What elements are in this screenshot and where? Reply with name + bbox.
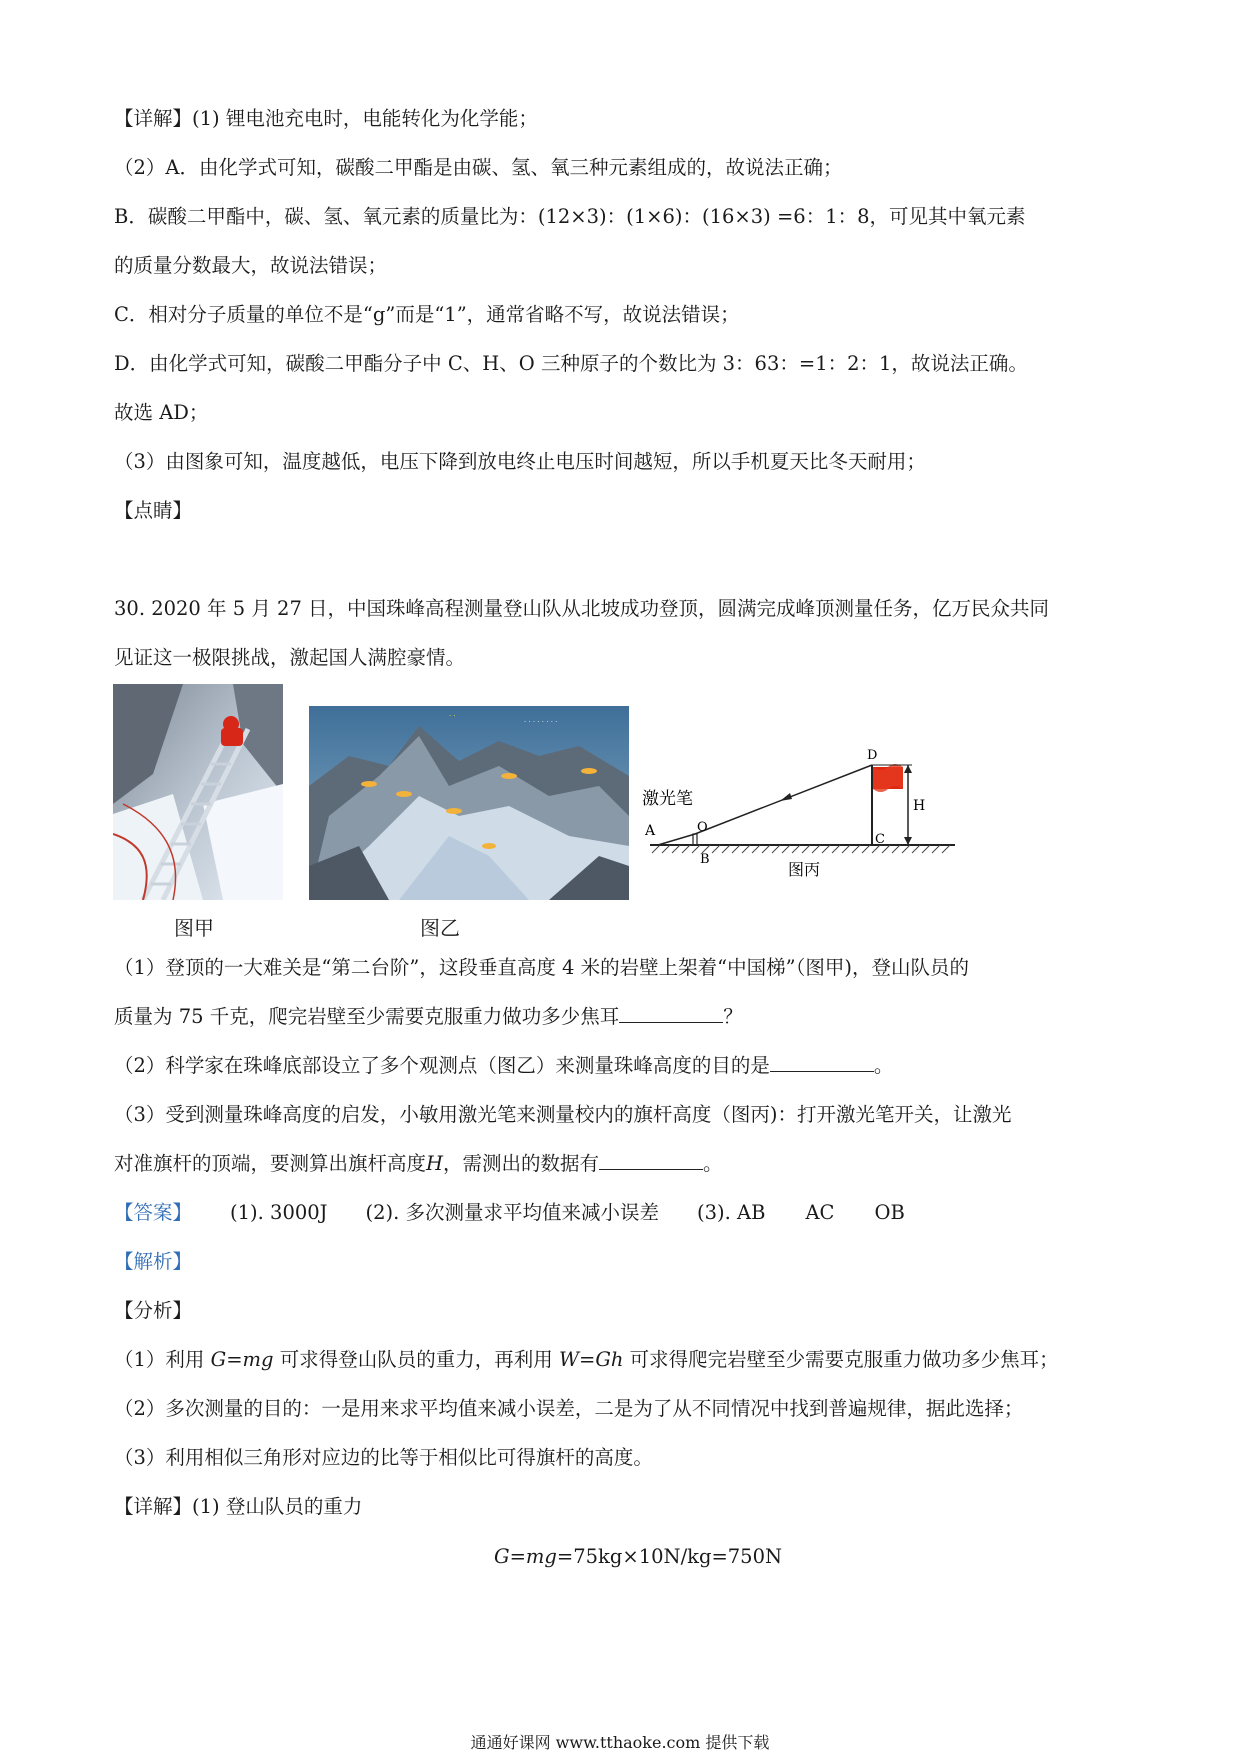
answer-3-ac: AC [805,1201,835,1224]
formula-gravity: G=mg [210,1348,274,1371]
svg-text:· · · · · · · ·: · · · · · · · · [524,718,558,726]
subquestion-2 [114,1053,893,1079]
ground-hatching [652,845,950,853]
subquestion-1-line-2 [114,1004,743,1030]
figure-yi-caption: 图乙 [420,916,460,940]
breakdown-line-2: （2）多次测量的目的：一是用来求平均值来减小误差，二是为了从不同情况中找到普遍规律，据此选择； [114,1397,1024,1420]
answer-choice: 故选 AD； [114,401,209,424]
label-H: H [913,798,926,814]
formula-result: =75kg×10N/kg=750N [556,1545,783,1568]
formula-mg: mg [525,1545,557,1568]
answer-line-c: C．相对分子质量的单位不是“g”而是“1”，通常省略不写，故说法错误； [114,303,740,326]
figure-jia-caption: 图甲 [174,916,214,940]
label-O: O [697,820,708,835]
page-footer: 通通好课网 www.tthaoke.com 提供下载 [470,1733,770,1752]
subquestion-1-text: 质量为 75 千克，爬完岩壁至少需要克服重力做功多少焦耳 [114,1005,620,1028]
subquestion-2-text: （2）科学家在珠峰底部设立了多个观测点（图乙）来测量珠峰高度的目的是 [114,1054,770,1077]
subquestion-3-line-1: （3）受到测量珠峰高度的启发，小敏用激光笔来测量校内的旗杆高度（图丙)：打开激光笔开关，让激光 [114,1103,1012,1126]
subquestion-3-line-2 [114,1151,723,1177]
laser-pen-label: 激光笔 [642,789,693,809]
formula-weight [494,1544,782,1570]
detail-heading-line: 【详解】(1) 锂电池充电时，电能转化为化学能； [114,107,538,130]
breakdown-1-post: 可求得爬完岩壁至少需要克服重力做功多少焦耳； [629,1348,1059,1371]
formula-eq: = [509,1545,526,1568]
answer-3: (3). AB [697,1201,766,1224]
question-30-line-2: 见证这一极限挑战，激起国人满腔豪情。 [114,646,466,669]
formula-g-symbol: G [494,1545,510,1568]
height-symbol: H [426,1152,444,1175]
label-A: A [645,823,656,839]
label-C: C [875,832,885,847]
breakdown-1-mid: 可求得登山队员的重力，再利用 [279,1348,553,1371]
breakdown-line-1 [114,1347,1059,1373]
answer-blank-3[interactable] [599,1151,703,1170]
subquestion-3-end: 。 [703,1152,723,1175]
detail-line-1: 【详解】(1) 登山队员的重力 [114,1495,363,1518]
answer-label: 【答案】 [114,1201,193,1224]
subquestion-3-text: 对准旗杆的顶端，要测算出旗杆高度 [114,1152,427,1175]
answer-1: (1). 3000J [230,1201,328,1224]
subquestion-3-mid: ，需测出的数据有 [443,1152,600,1175]
question-30-line-1: 30. 2020 年 5 月 27 日，中国珠峰高程测量登山队从北坡成功登顶，圆满完成峰顶测量任务，亿万民众共同 [114,597,1050,620]
figure-bing-diagram [640,735,960,883]
answer-2: (2). 多次测量求平均值来减小误差 [365,1201,660,1224]
breakdown-heading: 【分析】 [114,1299,193,1322]
analysis-heading: 【解析】 [114,1250,193,1273]
answer-blank-2[interactable] [770,1053,874,1072]
answer-line-b: B．碳酸二甲酯中，碳、氢、氧元素的质量比为：(12×3)：(1×6)：(16×3) =6：1：8，可见其中氧元素 [114,205,1026,228]
label-B: B [700,852,710,867]
answer-3-ob: OB [874,1201,905,1224]
answer-line-3: （3）由图象可知，温度越低，电压下降到放电终止电压时间越短，所以手机夏天比冬天耐用； [114,450,926,473]
figure-jia-photo [113,684,283,900]
breakdown-1-pre: （1）利用 [114,1348,205,1371]
answer-row [114,1200,945,1226]
subquestion-2-end: 。 [873,1054,894,1077]
formula-work: W=Gh [558,1348,624,1371]
laser-pen-body [693,834,697,845]
answer-line-2a: （2）A．由化学式可知，碳酸二甲酯是由碳、氢、氧三种元素组成的，故说法正确； [114,156,843,179]
laser-arrow-icon [780,793,792,801]
answer-line-d: D．由化学式可知，碳酸二甲酯分子中 C、H、O 三种原子的个数比为 3：63：=1：2：1，故说法正确。 [114,352,1028,375]
figure-bing-caption: 图丙 [788,860,821,879]
svg-text:· ·: · · [449,712,456,720]
label-D: D [867,748,878,763]
answer-blank-1[interactable] [619,1004,723,1023]
subquestion-1-end: ？ [723,1005,743,1028]
subquestion-1-line-1: （1）登顶的一大难关是“第二台阶”，这段垂直高度 4 米的岩壁上架着“中国梯”（图甲)，登山队员的 [114,956,969,979]
tip-heading: 【点睛】 [114,499,193,522]
breakdown-line-3: （3）利用相似三角形对应边的比等于相似比可得旗杆的高度。 [114,1446,653,1469]
laser-pen-line [658,834,695,845]
figure-yi-map [309,706,629,900]
answer-line-b-cont: 的质量分数最大，故说法错误； [114,254,388,277]
